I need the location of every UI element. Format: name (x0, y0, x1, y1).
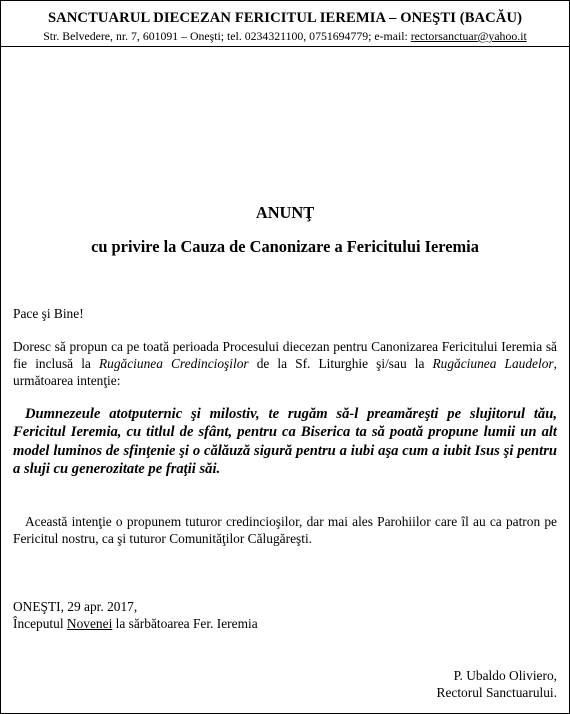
occasion-line (13, 615, 557, 632)
intro-text-3: , următoarea intenţie: (13, 356, 557, 388)
intro-italic-1: Rugăciunea Credincioşilor (98, 356, 249, 371)
email-link[interactable]: rectorsanctuar@yahoo.it (410, 29, 527, 43)
intro-text-1: Doresc să propun ca pe toată perioada Procesului diecezan pentru Canonizarea Fericitului Ieremia să fie inclusă la (13, 339, 557, 371)
signature-block (437, 667, 557, 701)
document-title: ANUNŢ (255, 203, 315, 222)
contact-line (1, 29, 569, 44)
address-text: Str. Belvedere, nr. 7, 601091 – Oneşti; tel. 0234321100, 0751694779; e-mail: (43, 29, 411, 43)
intro-text-2: de la Sf. Liturghie şi/sau la (248, 356, 433, 371)
occasion-suffix: la sărbătoarea Fer. Ieremia (112, 616, 258, 631)
prayer-body: Dumnezeule atotputernic şi milostiv, te rugăm să-l preamăreşti pe slujitorul tău, Fericitul Ieremia, cu titlul de sfânt, pentru ca Biserica ta să poată propune lumii un alt model luminos de sfinţenie şi o călăuză sigură pentru a iubi aşa cum a iubit Isus şi pentru a sluji cu generozitate pe fraţii săi. (13, 406, 557, 478)
place-date: ONEŞTI, 29 apr. 2017, (13, 599, 138, 614)
prayer-text (13, 405, 557, 479)
intro-italic-2: Rugăciunea Laudelor (432, 356, 554, 371)
document-subtitle: cu privire la Cauza de Canonizare a Fericitului Ieremia (91, 237, 479, 256)
closing-paragraph (13, 513, 557, 547)
signer-role: Rectorul Sanctuarului. (436, 685, 557, 700)
closing-body: Această intenţie o propunem tuturor credincioşilor, dar mai ales Parohiilor care îl au ca patron pe Fericitul nostru, ca şi tuturor Comunităţilor Călugăreşti. (13, 514, 557, 546)
letterhead (1, 9, 569, 44)
date-block (13, 598, 557, 632)
novena-word: Novenei (66, 616, 113, 631)
intro-paragraph (13, 338, 557, 389)
header-divider (1, 46, 569, 47)
occasion-prefix: Începutul (13, 616, 67, 631)
greeting: Pace şi Bine! (13, 306, 84, 321)
signer-name: P. Ubaldo Oliviero, (453, 668, 557, 683)
organization-name: SANCTUARUL DIECEZAN FERICITUL IEREMIA – ONEŞTI (BACĂU) (47, 10, 523, 26)
